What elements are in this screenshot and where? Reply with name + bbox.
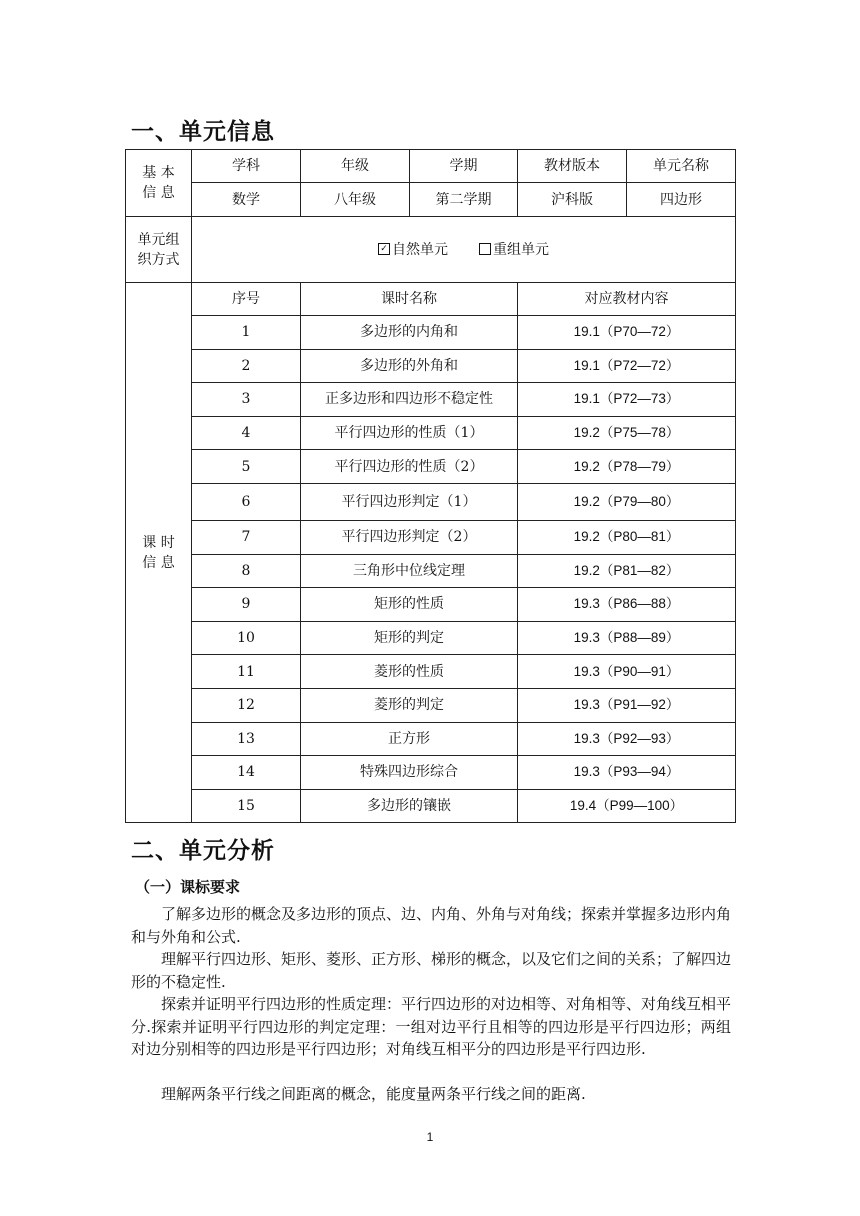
paragraph-3: 探索并证明平行四边形的性质定理：平行四边形的对边相等、对角相等、对角线互相平分.探索并证明平行四边形的判定定理：一组对边平行且相等的四边形是平行四边形；两组对边分别相等的四边形是平行四边形；对角线互相平分的四边形是平行四边形.	[131, 995, 732, 1058]
lesson-name: 平行四边形判定（1）	[301, 483, 518, 520]
lesson-textbook-content: 19.3（P92—93）	[518, 722, 736, 756]
lesson-number: 5	[192, 450, 301, 484]
lesson-textbook-content: 19.3（P93—94）	[518, 756, 736, 790]
value-term: 第二学期	[410, 183, 518, 217]
lesson-number: 15	[192, 789, 301, 823]
value-textbook-version: 沪科版	[518, 183, 627, 217]
header-textbook-version: 教材版本	[518, 150, 627, 183]
lesson-textbook-content: 19.3（P86—88）	[518, 588, 736, 622]
lesson-row	[126, 621, 736, 655]
lesson-number: 13	[192, 722, 301, 756]
lesson-name: 平行四边形判定（2）	[301, 520, 518, 554]
header-subject: 学科	[192, 150, 301, 183]
header-textbook-content: 对应教材内容	[518, 283, 736, 316]
page-number: 1	[426, 1130, 434, 1144]
lesson-number: 14	[192, 756, 301, 790]
lesson-row	[126, 450, 736, 484]
lesson-name: 菱形的性质	[301, 655, 518, 689]
checkbox-checked-icon: ✓	[378, 243, 390, 255]
section-2-title: 二、单元分析	[131, 838, 275, 864]
lesson-number: 2	[192, 349, 301, 383]
lesson-number: 3	[192, 383, 301, 417]
lesson-name: 多边形的内角和	[301, 316, 518, 350]
subsection-curriculum-title: （一）课标要求	[135, 878, 241, 896]
lesson-row	[126, 316, 736, 350]
header-unit-name: 单元名称	[627, 150, 736, 183]
lesson-row	[126, 756, 736, 790]
regroup-unit-checkbox[interactable]: 重组单元	[479, 242, 549, 258]
lesson-textbook-content: 19.4（P99—100）	[518, 789, 736, 823]
lesson-number: 7	[192, 520, 301, 554]
lesson-textbook-content: 19.3（P91—92）	[518, 688, 736, 722]
lesson-textbook-content: 19.2（P75—78）	[518, 416, 736, 450]
lesson-name: 矩形的性质	[301, 588, 518, 622]
unit-info-table	[125, 149, 736, 823]
header-term: 学期	[410, 150, 518, 183]
lesson-textbook-content: 19.1（P72—72）	[518, 349, 736, 383]
basic-info-label: 基 本 信 息	[126, 150, 192, 217]
value-subject: 数学	[192, 183, 301, 217]
section-1-title: 一、单元信息	[131, 119, 275, 145]
header-lesson-name: 课时名称	[301, 283, 518, 316]
lesson-row	[126, 520, 736, 554]
lesson-number: 12	[192, 688, 301, 722]
lesson-number: 11	[192, 655, 301, 689]
lesson-textbook-content: 19.2（P80—81）	[518, 520, 736, 554]
lesson-number: 10	[192, 621, 301, 655]
lesson-row	[126, 554, 736, 588]
lesson-textbook-content: 19.2（P79—80）	[518, 483, 736, 520]
lesson-name: 多边形的镶嵌	[301, 789, 518, 823]
lesson-textbook-content: 19.1（P72—73）	[518, 383, 736, 417]
lesson-number: 4	[192, 416, 301, 450]
lesson-textbook-content: 19.2（P78—79）	[518, 450, 736, 484]
lesson-name: 平行四边形的性质（2）	[301, 450, 518, 484]
lesson-number: 8	[192, 554, 301, 588]
lesson-name: 三角形中位线定理	[301, 554, 518, 588]
lesson-name: 正多边形和四边形不稳定性	[301, 383, 518, 417]
lesson-row	[126, 349, 736, 383]
lesson-textbook-content: 19.3（P88—89）	[518, 621, 736, 655]
header-lesson-number: 序号	[192, 283, 301, 316]
lesson-number: 1	[192, 316, 301, 350]
lesson-textbook-content: 19.3（P90—91）	[518, 655, 736, 689]
natural-unit-checkbox[interactable]: ✓ 自然单元	[378, 242, 452, 258]
paragraph-2: 理解平行四边形、矩形、菱形、正方形、梯形的概念，以及它们之间的关系；了解四边形的不稳定性.	[131, 950, 732, 991]
lesson-name: 正方形	[301, 722, 518, 756]
checkbox-empty-icon	[479, 243, 491, 255]
lesson-name: 特殊四边形综合	[301, 756, 518, 790]
lesson-name: 矩形的判定	[301, 621, 518, 655]
lesson-row	[126, 588, 736, 622]
paragraph-1: 了解多边形的概念及多边形的顶点、边、内角、外角与对角线；探索并掌握多边形内角和与外角和公式.	[131, 905, 732, 946]
lesson-name: 多边形的外角和	[301, 349, 518, 383]
org-mode-label: 单元组 织方式	[126, 217, 192, 283]
header-grade: 年级	[301, 150, 410, 183]
lesson-textbook-content: 19.1（P70—72）	[518, 316, 736, 350]
value-grade: 八年级	[301, 183, 410, 217]
lesson-number: 9	[192, 588, 301, 622]
lesson-row	[126, 789, 736, 823]
org-mode-options	[192, 217, 736, 283]
lesson-info-label: 课 时 信 息	[126, 283, 192, 823]
value-unit-name: 四边形	[627, 183, 736, 217]
lesson-textbook-content: 19.2（P81—82）	[518, 554, 736, 588]
lesson-row	[126, 383, 736, 417]
lesson-row	[126, 483, 736, 520]
lesson-name: 平行四边形的性质（1）	[301, 416, 518, 450]
lesson-name: 菱形的判定	[301, 688, 518, 722]
lesson-row	[126, 688, 736, 722]
lesson-row	[126, 416, 736, 450]
lesson-row	[126, 722, 736, 756]
lesson-number: 6	[192, 483, 301, 520]
lesson-row	[126, 655, 736, 689]
paragraph-4: 理解两条平行线之间距离的概念，能度量两条平行线之间的距离.	[161, 1085, 586, 1103]
